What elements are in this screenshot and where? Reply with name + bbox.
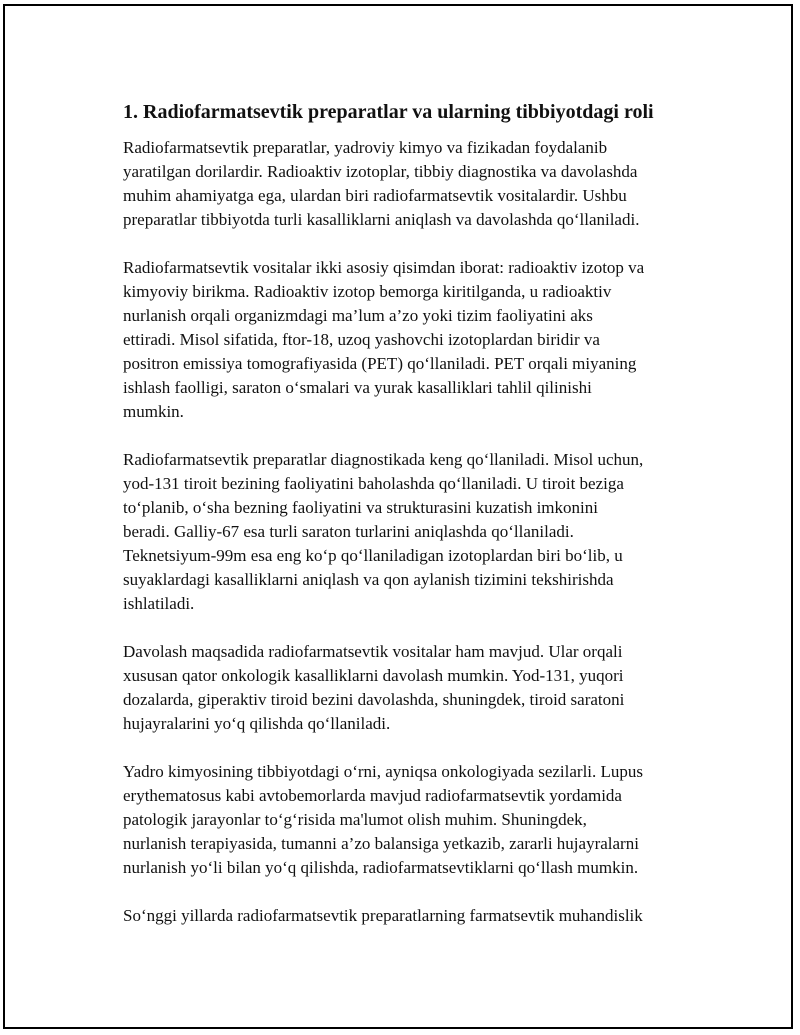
document-body bbox=[123, 99, 695, 952]
text-line: Teknetsiyum-99m esa eng ko‘p qo‘llaniladigan izotoplardan biri bo‘lib, u bbox=[123, 546, 623, 565]
text-line: nurlanish orqali organizmdagi ma’lum a’zo yoki tizim faoliyatini aks bbox=[123, 306, 593, 325]
text-line: to‘planib, o‘sha bezning faoliyatini va strukturasini kuzatish imkonini bbox=[123, 498, 598, 517]
paragraph bbox=[123, 760, 695, 880]
text-line: yaratilgan dorilardir. Radioaktiv izotoplar, tibbiy diagnostika va davolashda bbox=[123, 162, 638, 181]
text-line: suyaklardagi kasalliklarni aniqlash va qon aylanish tizimini tekshirishda bbox=[123, 570, 614, 589]
section-heading: 1. Radiofarmatsevtik preparatlar va ularning tibbiyotdagi roli bbox=[123, 101, 654, 123]
text-line: Radiofarmatsevtik vositalar ikki asosiy qisimdan iborat: radioaktiv izotop va bbox=[123, 258, 645, 277]
paragraph bbox=[123, 904, 695, 928]
text-line: preparatlar tibbiyotda turli kasalliklarni aniqlash va davolashda qo‘llaniladi. bbox=[123, 210, 640, 229]
text-line: beradi. Galliy-67 esa turli saraton turlarini aniqlashda qo‘llaniladi. bbox=[123, 522, 574, 541]
text-line: Radiofarmatsevtik preparatlar diagnostikada keng qo‘llaniladi. Misol uchun, bbox=[123, 450, 644, 469]
text-line: muhim ahamiyatga ega, ulardan biri radiofarmatsevtik vositalardir. Ushbu bbox=[123, 186, 627, 205]
text-line: xususan qator onkologik kasalliklarni davolash mumkin. Yod-131, yuqori bbox=[123, 666, 624, 685]
text-line: So‘nggi yillarda radiofarmatsevtik preparatlarning farmatsevtik muhandislik bbox=[123, 906, 643, 925]
text-line: Radiofarmatsevtik preparatlar, yadroviy kimyo va fizikadan foydalanib bbox=[123, 138, 608, 157]
text-line: erythematosus kabi avtobemorlarda mavjud radiofarmatsevtik yordamida bbox=[123, 786, 622, 805]
text-line: Yadro kimyosining tibbiyotdagi o‘rni, ayniqsa onkologiyada sezilarli. Lupus bbox=[123, 762, 644, 781]
paragraph-list bbox=[123, 136, 695, 928]
paragraph bbox=[123, 448, 695, 616]
text-line: kimyoviy birikma. Radioaktiv izotop bemorga kiritilganda, u radioaktiv bbox=[123, 282, 612, 301]
text-line: ishlatiladi. bbox=[123, 594, 195, 613]
page-frame bbox=[3, 4, 793, 1029]
paragraph bbox=[123, 640, 695, 736]
text-line: ishlash faolligi, saraton o‘smalari va yurak kasalliklari tahlil qilinishi bbox=[123, 378, 592, 397]
text-line: nurlanish terapiyasida, tumanni a’zo balansiga yetkazib, zararli hujayralarni bbox=[123, 834, 639, 853]
text-line: yod-131 tiroit bezining faoliyatini baholashda qo‘llaniladi. U tiroit beziga bbox=[123, 474, 624, 493]
text-line: Davolash maqsadida radiofarmatsevtik vositalar ham mavjud. Ular orqali bbox=[123, 642, 623, 661]
text-line: patologik jarayonlar to‘g‘risida ma'lumot olish muhim. Shuningdek, bbox=[123, 810, 587, 829]
paragraph bbox=[123, 136, 695, 232]
text-line: dozalarda, giperaktiv tiroid bezini davolashda, shuningdek, tiroid saratoni bbox=[123, 690, 625, 709]
text-line: ettiradi. Misol sifatida, ftor-18, uzoq yashovchi izotoplardan biridir va bbox=[123, 330, 600, 349]
paragraph bbox=[123, 256, 695, 424]
text-line: nurlanish yo‘li bilan yo‘q qilishda, radiofarmatsevtiklarni qo‘llash mumkin. bbox=[123, 858, 639, 877]
text-line: positron emissiya tomografiyasida (PET) qo‘llaniladi. PET orqali miyaning bbox=[123, 354, 637, 373]
text-line: hujayralarini yo‘q qilishda qo‘llaniladi. bbox=[123, 714, 391, 733]
text-line: mumkin. bbox=[123, 402, 184, 421]
